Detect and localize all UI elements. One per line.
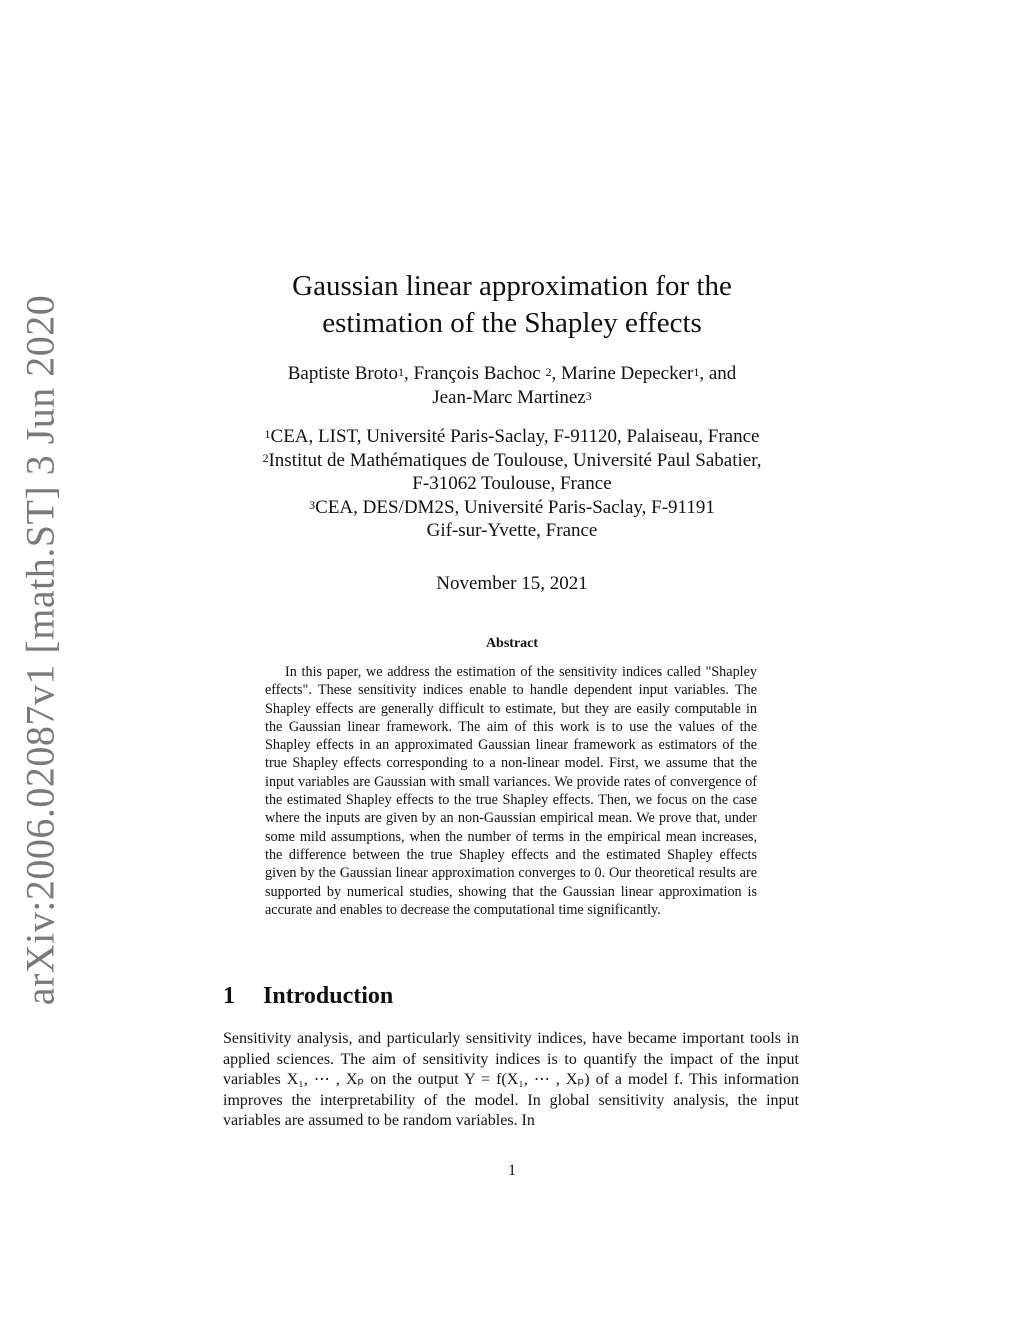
affiliation-3-line-2: Gif-sur-Yvette, France: [426, 520, 598, 541]
title-line-1: Gaussian linear approximation for the: [292, 270, 732, 302]
author-4-affil-mark: 3: [585, 389, 592, 403]
affiliation-2-line-2: F-31062 Toulouse, France: [412, 473, 612, 494]
affiliation-3-line-1: CEA, DES/DM2S, Université Paris-Saclay, F-91191: [315, 496, 715, 518]
affiliation-list: [180, 425, 844, 543]
section-title: Introduction: [263, 983, 394, 1009]
section-number: 1: [223, 983, 235, 1009]
affiliation-3-mark: 3: [309, 497, 316, 512]
introduction-paragraph: Sensitivity analysis, and particularly sensitivity indices, have became important tools in applied sciences. The aim of sensitivity indices is to quantify the impact of the input variables X₁, ⋯ , Xₚ on the output Y = f(X₁, ⋯ , Xₚ) of a model f. This information improves the interpretability of the model. In global sensitivity analysis, the input variables are assumed to be random variables. In: [223, 1030, 799, 1129]
affiliation-2-line-1: Institut de Mathématiques de Toulouse, Université Paul Sabatier,: [268, 449, 762, 471]
author-3-affil-mark: 1: [693, 365, 700, 379]
abstract-heading: Abstract: [485, 636, 539, 651]
author-2-affil-mark: 2: [545, 365, 552, 379]
affiliation-3: [180, 496, 844, 520]
author-3-name: , Marine Depecker: [551, 363, 694, 384]
page-number: 1: [508, 1162, 516, 1179]
author-1-name: Baptiste Broto: [287, 363, 399, 384]
abstract-text: In this paper, we address the estimation of the sensitivity indices called "Shapley effects". These sensitivity indices enable to handle dependent input variables. The Shapley effects are generally difficult to estimate, but they are easily computable in the Gaussian linear framework. The aim of this work is to use the values of the Shapley effects in an approximated Gaussian linear framework as estimators of the true Shapley effects corresponding to a non-linear model. First, we assume that the input variables are Gaussian with small variances. We provide rates of convergence of the estimated Shapley effects to the true Shapley effects. Then, we focus on the case where the inputs are given by an non-Gaussian empirical mean. We prove that, under some mild assumptions, when the number of terms in the empirical mean increases, the difference between the true Shapley effects and the estimated Shapley effects given by the Gaussian linear approximation converges to 0. Our theoretical results are supported by numerical studies, showing that the Gaussian linear approximation is accurate and enables to decrease the computational time significantly.: [265, 664, 757, 918]
affiliation-2-mark: 2: [262, 450, 269, 465]
author-4-name: Jean-Marc Martinez: [432, 387, 586, 408]
paper-date: November 15, 2021: [436, 573, 588, 594]
arxiv-identifier-stamp: arXiv:2006.02087v1 [math.ST] 3 Jun 2020: [17, 294, 63, 1006]
author-1-affil-mark: 1: [398, 365, 405, 379]
paper-title: [180, 268, 844, 342]
author-2-name: , François Bachoc: [404, 363, 546, 384]
affiliation-1: [180, 425, 844, 449]
section-heading: [223, 983, 393, 1010]
title-line-2: estimation of the Shapley effects: [322, 307, 702, 339]
affiliation-1-text: CEA, LIST, Université Paris-Saclay, F-91120, Palaiseau, France: [270, 426, 760, 447]
author-separator: , and: [699, 363, 737, 384]
author-list: [200, 362, 824, 410]
affiliation-2: [180, 449, 844, 473]
affiliation-1-mark: 1: [264, 427, 271, 441]
